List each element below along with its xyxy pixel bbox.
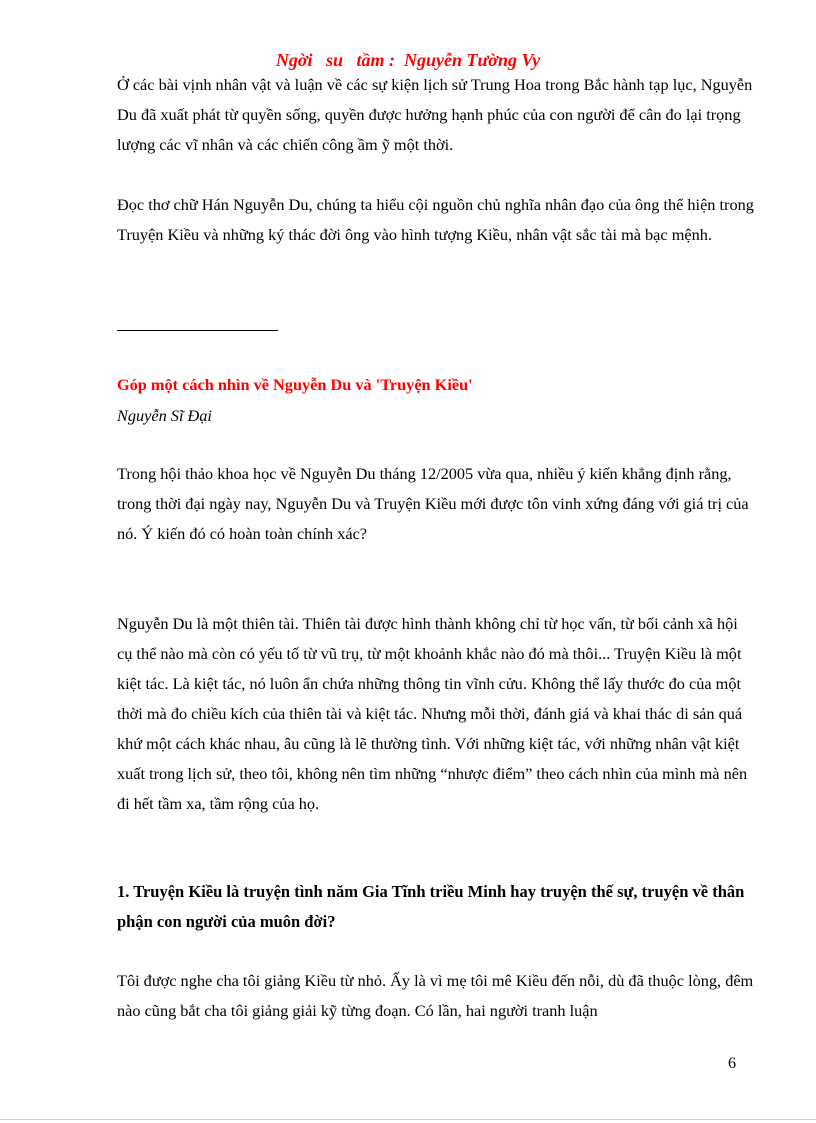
paragraph-genius: Nguyễn Du là một thiên tài. Thiên tài được hình thành không chỉ từ học vấn, từ bối cảnh xã hội cụ thể nào mà còn có yếu tố từ vũ trụ, từ một khoảnh khắc nào đó mà thôi... Truyện Kiều là một kiệt tác. Là kiệt tác, nó luôn ẩn chứa những thông tin vĩnh cửu. Không thể lấy thước đo của một thời mà đo chiều kích của thiên tài và kiệt tác. Nhưng mỗi thời, đánh giá và khai thác di sản quá khứ một cách khác nhau, âu cũng là lẽ thường tình. Với những kiệt tác, với những nhân vật kiệt xuất trong lịch sử, theo tôi, không nên tìm những “nhược điểm” theo cách nhìn của mình mà nên đi hết tầm xa, tầm rộng của họ. [117,614,748,813]
page-bottom-border [0,1119,816,1120]
section-divider [117,330,278,331]
page-header: Ngời su tầm : Nguyễn Tường Vy [275,50,541,70]
section-heading-1: 1. Truyện Kiều là truyện tình năm Gia Tĩnh triều Minh hay truyện thế sự, truyện về thân phận con người của muôn đời? [117,882,745,931]
article-title: Góp một cách nhìn về Nguyễn Du và 'Truyện Kiều' [117,375,473,394]
article-author: Nguyễn Sĩ Đại [117,406,212,425]
paragraph-han-poetry: Đọc thơ chữ Hán Nguyễn Du, chúng ta hiểu cội nguồn chủ nghĩa nhân đạo của ông thể hiện trong Truyện Kiều và những ký thác đời ông vào hình tượng Kiều, nhân vật sắc tài mà bạc mệnh. [117,195,754,244]
paragraph-intro: Ở các bài vịnh nhân vật và luận về các sự kiện lịch sử Trung Hoa trong Bắc hành tạp lục, Nguyễn Du đã xuất phát từ quyền sống, quyền được hưởng hạnh phúc của con người để cân đo lại trọng lượng các vĩ nhân và các chiến công ầm ỹ một thời. [117,75,753,154]
paragraph-childhood: Tôi được nghe cha tôi giảng Kiều từ nhỏ. Ấy là vì mẹ tôi mê Kiều đến nỗi, dù đã thuộc lòng, đêm nào cũng bắt cha tôi giảng giải kỹ từng đoạn. Có lần, hai người tranh luận [117,971,754,1020]
page-number: 6 [728,1055,736,1072]
paragraph-conference: Trong hội thảo khoa học về Nguyễn Du tháng 12/2005 vừa qua, nhiều ý kiến khẳng định rằng, trong thời đại ngày nay, Nguyễn Du và Truyện Kiều mới được tôn vinh xứng đáng với giá trị của nó. Ý kiến đó có hoàn toàn chính xác? [117,464,749,543]
